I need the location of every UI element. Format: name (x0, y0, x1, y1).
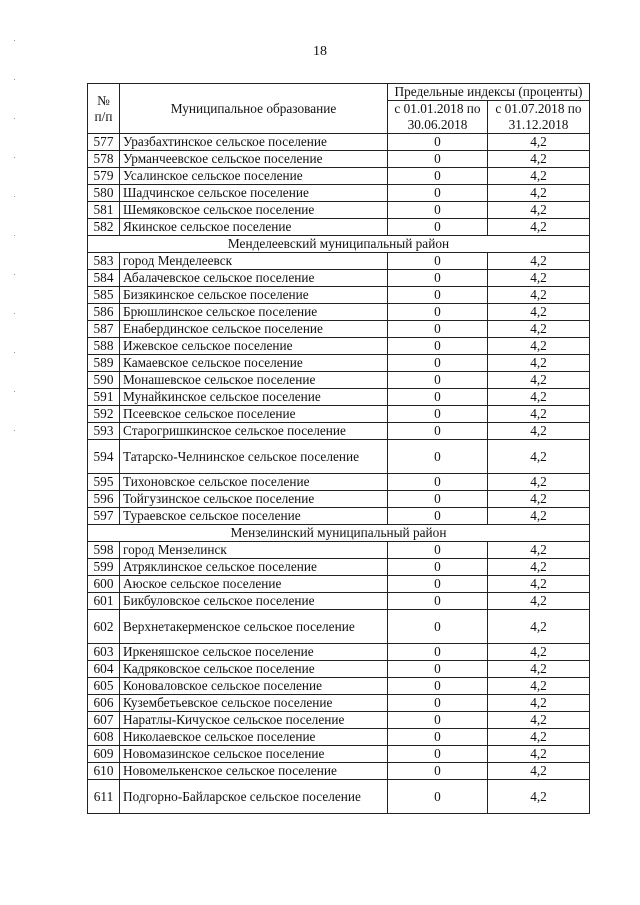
index-period-1: 0 (388, 610, 488, 644)
table-row (88, 508, 590, 525)
row-number: 596 (88, 491, 120, 508)
row-number: 584 (88, 270, 120, 287)
section-title: Мензелинский муниципальный район (88, 525, 590, 542)
index-period-1: 0 (388, 763, 488, 780)
table-row (88, 355, 590, 372)
table-row (88, 253, 590, 270)
municipality-name: Урманчеевское сельское поселение (120, 151, 388, 168)
row-number: 585 (88, 287, 120, 304)
index-period-2: 4,2 (488, 287, 590, 304)
index-period-2: 4,2 (488, 491, 590, 508)
table-body (88, 134, 590, 814)
table-row (88, 644, 590, 661)
index-period-2: 4,2 (488, 338, 590, 355)
municipality-name: Шемяковское сельское поселение (120, 202, 388, 219)
row-number: 589 (88, 355, 120, 372)
index-period-2: 4,2 (488, 406, 590, 423)
index-period-1: 0 (388, 355, 488, 372)
table-row (88, 219, 590, 236)
table-row (88, 185, 590, 202)
index-period-1: 0 (388, 593, 488, 610)
municipality-name: Новомелькенское сельское поселение (120, 763, 388, 780)
municipality-name: Аюское сельское поселение (120, 576, 388, 593)
municipality-name: Коноваловское сельское поселение (120, 678, 388, 695)
municipality-name: Уразбахтинское сельское поселение (120, 134, 388, 151)
row-number: 583 (88, 253, 120, 270)
row-number: 608 (88, 729, 120, 746)
municipality-name: Иркеняшское сельское поселение (120, 644, 388, 661)
index-period-2: 4,2 (488, 372, 590, 389)
row-number: 607 (88, 712, 120, 729)
index-period-2: 4,2 (488, 304, 590, 321)
municipality-name: город Мензелинск (120, 542, 388, 559)
index-period-2: 4,2 (488, 593, 590, 610)
index-period-1: 0 (388, 661, 488, 678)
row-number: 579 (88, 168, 120, 185)
index-period-2: 4,2 (488, 321, 590, 338)
index-period-1: 0 (388, 202, 488, 219)
municipality-name: Енабердинское сельское поселение (120, 321, 388, 338)
index-period-2: 4,2 (488, 168, 590, 185)
index-period-2: 4,2 (488, 661, 590, 678)
header-num: № п/п (88, 84, 120, 134)
index-period-1: 0 (388, 695, 488, 712)
index-period-1: 0 (388, 729, 488, 746)
index-period-2: 4,2 (488, 712, 590, 729)
index-period-1: 0 (388, 185, 488, 202)
index-period-2: 4,2 (488, 202, 590, 219)
row-number: 599 (88, 559, 120, 576)
table-row (88, 474, 590, 491)
row-number: 609 (88, 746, 120, 763)
table-row (88, 763, 590, 780)
municipality-name: Старогришкинское сельское поселение (120, 423, 388, 440)
municipality-name: Абалачевское сельское поселение (120, 270, 388, 287)
municipality-name: Подгорно-Байларское сельское поселение (120, 780, 388, 814)
index-period-2: 4,2 (488, 185, 590, 202)
index-period-1: 0 (388, 423, 488, 440)
index-period-1: 0 (388, 678, 488, 695)
row-number: 601 (88, 593, 120, 610)
table-row (88, 678, 590, 695)
table-row (88, 440, 590, 474)
municipality-name: Наратлы-Кичуское сельское поселение (120, 712, 388, 729)
index-period-2: 4,2 (488, 389, 590, 406)
table-row (88, 304, 590, 321)
row-number: 577 (88, 134, 120, 151)
index-period-2: 4,2 (488, 508, 590, 525)
index-period-1: 0 (388, 474, 488, 491)
municipality-name: Новомазинское сельское поселение (120, 746, 388, 763)
section-row (88, 525, 590, 542)
table-row (88, 168, 590, 185)
index-period-2: 4,2 (488, 695, 590, 712)
index-period-1: 0 (388, 644, 488, 661)
index-period-2: 4,2 (488, 780, 590, 814)
municipality-name: Псеевское сельское поселение (120, 406, 388, 423)
municipality-name: Николаевское сельское поселение (120, 729, 388, 746)
row-number: 586 (88, 304, 120, 321)
table-row (88, 593, 590, 610)
row-number: 587 (88, 321, 120, 338)
table-row (88, 491, 590, 508)
index-period-2: 4,2 (488, 746, 590, 763)
index-period-2: 4,2 (488, 151, 590, 168)
municipality-name: Атряклинское сельское поселение (120, 559, 388, 576)
table-row (88, 202, 590, 219)
tariff-index-table (87, 83, 590, 814)
index-period-1: 0 (388, 134, 488, 151)
table-row (88, 746, 590, 763)
table-row (88, 372, 590, 389)
index-period-2: 4,2 (488, 355, 590, 372)
index-period-1: 0 (388, 780, 488, 814)
row-number: 582 (88, 219, 120, 236)
index-period-2: 4,2 (488, 644, 590, 661)
municipality-name: Камаевское сельское поселение (120, 355, 388, 372)
row-number: 610 (88, 763, 120, 780)
table-row (88, 576, 590, 593)
index-period-2: 4,2 (488, 763, 590, 780)
row-number: 594 (88, 440, 120, 474)
index-period-1: 0 (388, 440, 488, 474)
municipality-name: Кадряковское сельское поселение (120, 661, 388, 678)
municipality-name: Бизякинское сельское поселение (120, 287, 388, 304)
section-row (88, 236, 590, 253)
row-number: 593 (88, 423, 120, 440)
municipality-name: Тураевское сельское поселение (120, 508, 388, 525)
header-limit-indexes: Предельные индексы (проценты) (388, 84, 590, 101)
index-period-2: 4,2 (488, 559, 590, 576)
index-period-1: 0 (388, 338, 488, 355)
index-period-2: 4,2 (488, 610, 590, 644)
index-period-1: 0 (388, 304, 488, 321)
index-period-1: 0 (388, 746, 488, 763)
index-period-1: 0 (388, 321, 488, 338)
index-period-1: 0 (388, 168, 488, 185)
row-number: 590 (88, 372, 120, 389)
municipality-name: Тойгузинское сельское поселение (120, 491, 388, 508)
index-period-1: 0 (388, 219, 488, 236)
row-number: 578 (88, 151, 120, 168)
index-period-1: 0 (388, 372, 488, 389)
index-period-2: 4,2 (488, 440, 590, 474)
municipality-name: Бикбуловское сельское поселение (120, 593, 388, 610)
index-period-1: 0 (388, 508, 488, 525)
table-row (88, 151, 590, 168)
table-row (88, 287, 590, 304)
header-period-1: с 01.01.2018 по 30.06.2018 (388, 101, 488, 134)
municipality-name: Верхнетакерменское сельское поселение (120, 610, 388, 644)
row-number: 581 (88, 202, 120, 219)
row-number: 606 (88, 695, 120, 712)
municipality-name: Усалинское сельское поселение (120, 168, 388, 185)
municipality-name: Брюшлинское сельское поселение (120, 304, 388, 321)
table-row (88, 729, 590, 746)
index-period-1: 0 (388, 406, 488, 423)
index-period-1: 0 (388, 253, 488, 270)
index-period-2: 4,2 (488, 678, 590, 695)
row-number: 602 (88, 610, 120, 644)
table-row (88, 406, 590, 423)
municipality-name: Мунайкинское сельское поселение (120, 389, 388, 406)
municipality-name: Монашевское сельское поселение (120, 372, 388, 389)
page-number: 18 (313, 44, 327, 59)
table-row (88, 712, 590, 729)
index-period-2: 4,2 (488, 542, 590, 559)
row-number: 595 (88, 474, 120, 491)
header-municipality: Муниципальное образование (120, 84, 388, 134)
municipality-name: Тихоновское сельское поселение (120, 474, 388, 491)
index-period-2: 4,2 (488, 576, 590, 593)
index-period-2: 4,2 (488, 423, 590, 440)
index-period-2: 4,2 (488, 134, 590, 151)
table-row (88, 134, 590, 151)
row-number: 605 (88, 678, 120, 695)
table-row (88, 780, 590, 814)
index-period-2: 4,2 (488, 253, 590, 270)
municipality-name: Шадчинское сельское поселение (120, 185, 388, 202)
section-title: Менделеевский муниципальный район (88, 236, 590, 253)
row-number: 580 (88, 185, 120, 202)
table-row (88, 270, 590, 287)
table-header (88, 84, 590, 134)
index-period-1: 0 (388, 389, 488, 406)
table-row (88, 321, 590, 338)
row-number: 611 (88, 780, 120, 814)
row-number: 597 (88, 508, 120, 525)
table-row (88, 542, 590, 559)
row-number: 592 (88, 406, 120, 423)
row-number: 588 (88, 338, 120, 355)
municipality-name: Якинское сельское поселение (120, 219, 388, 236)
municipality-name: город Менделеевск (120, 253, 388, 270)
table-row (88, 695, 590, 712)
table-row (88, 559, 590, 576)
row-number: 591 (88, 389, 120, 406)
row-number: 603 (88, 644, 120, 661)
index-period-1: 0 (388, 270, 488, 287)
index-period-1: 0 (388, 712, 488, 729)
row-number: 598 (88, 542, 120, 559)
index-period-1: 0 (388, 559, 488, 576)
index-period-2: 4,2 (488, 474, 590, 491)
index-period-2: 4,2 (488, 219, 590, 236)
row-number: 604 (88, 661, 120, 678)
table-row (88, 423, 590, 440)
table-row (88, 338, 590, 355)
index-period-1: 0 (388, 287, 488, 304)
index-period-1: 0 (388, 491, 488, 508)
table-row (88, 661, 590, 678)
table-row (88, 389, 590, 406)
municipality-name: Татарско-Челнинское сельское поселение (120, 440, 388, 474)
index-period-2: 4,2 (488, 270, 590, 287)
municipality-name: Ижевское сельское поселение (120, 338, 388, 355)
index-period-1: 0 (388, 151, 488, 168)
index-period-1: 0 (388, 576, 488, 593)
municipality-name: Кузембетьевское сельское поселение (120, 695, 388, 712)
binding-margin-marks (14, 40, 16, 510)
table-row (88, 610, 590, 644)
header-period-2: с 01.07.2018 по 31.12.2018 (488, 101, 590, 134)
row-number: 600 (88, 576, 120, 593)
index-period-2: 4,2 (488, 729, 590, 746)
index-period-1: 0 (388, 542, 488, 559)
